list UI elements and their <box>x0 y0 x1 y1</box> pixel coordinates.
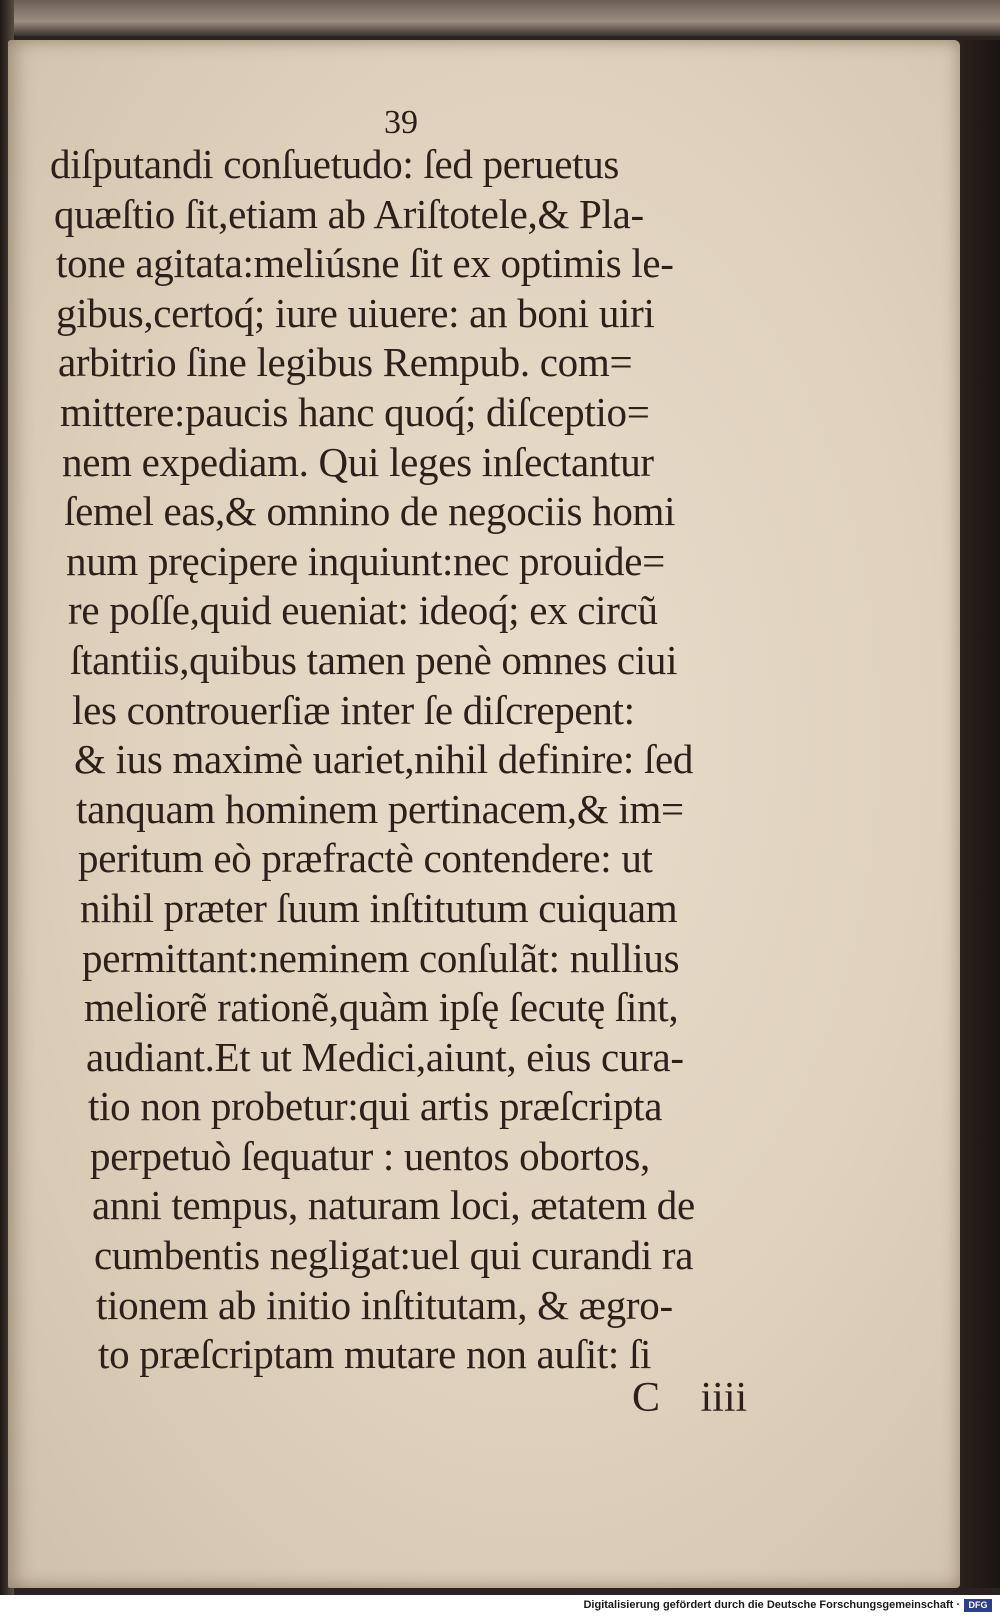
text-line: nem expediam. Qui leges inſectantur <box>62 438 654 485</box>
text-line: tone agitata:meliúsne ſit ex optimis le- <box>56 240 674 287</box>
text-line: tionem ab initio inſtitutam, & ægro- <box>96 1281 673 1328</box>
text-line: cumbentis negligat:uel qui curandi ra <box>94 1232 694 1279</box>
text-line: diſputandi conſuetudo: ſed peruetus <box>50 141 620 187</box>
text-line: tio non probetur:qui artis præſcripta <box>88 1083 663 1130</box>
text-line: les controuerſiæ inter ſe diſcrepent: <box>72 686 635 733</box>
text-line: gibus,certoq́; iure uiuere: an boni uiri <box>56 289 655 336</box>
text-line: audiant.Et ut Medici,aiunt, eius cura- <box>86 1033 684 1080</box>
book-fore-edge <box>960 40 1000 1588</box>
text-line: meliorẽ rationẽ,quàm ipſę ſecutę ſint, <box>84 984 679 1031</box>
text-line: peritum eò præfractè contendere: ut <box>78 835 653 882</box>
text-line: quæſtio ſit,etiam ab Ariſtotele,& Pla- <box>54 190 644 237</box>
page-number: 39 <box>384 104 418 141</box>
text-line: mittere:paucis hanc quoq́; diſceptio= <box>60 388 650 435</box>
text-line: & ius maximè uariet,nihil definire: ſed <box>74 736 694 783</box>
text-line: num pręcipere inquiunt:nec prouide= <box>66 537 665 584</box>
text-line: nihil præter ſuum inſtitutum cuiquam <box>80 884 678 931</box>
footer-credit: Digitalisierung gefördert durch die Deutsche Forschungsgemeinschaft · <box>583 1599 960 1611</box>
text-line: ſtantiis,quibus tamen penè omnes ciui <box>70 636 678 683</box>
text-line: perpetuò ſequatur : uentos obortos, <box>90 1132 650 1179</box>
text-line: arbitrio ſine legibus Rempub. com= <box>58 339 633 386</box>
text-block <box>50 140 810 1380</box>
text-line: anni tempus, naturam loci, ætatem de <box>92 1182 695 1229</box>
dfg-logo-icon: DFG <box>964 1599 992 1612</box>
text-line: tanquam hominem pertinacem,& im= <box>76 785 684 832</box>
text-line: re poſſe,quid eueniat: ideoq́; ex circũ <box>68 587 658 634</box>
text-line: ſemel eas,& omnino de negociis homi <box>64 488 676 535</box>
text-line: permittant:neminem conſulãt: nullius <box>82 934 680 981</box>
text-line: to præſcriptam mutare non auſit: ſi <box>98 1331 652 1378</box>
book-top-edge <box>0 0 1000 36</box>
signature-mark: C iiii <box>632 1375 748 1421</box>
